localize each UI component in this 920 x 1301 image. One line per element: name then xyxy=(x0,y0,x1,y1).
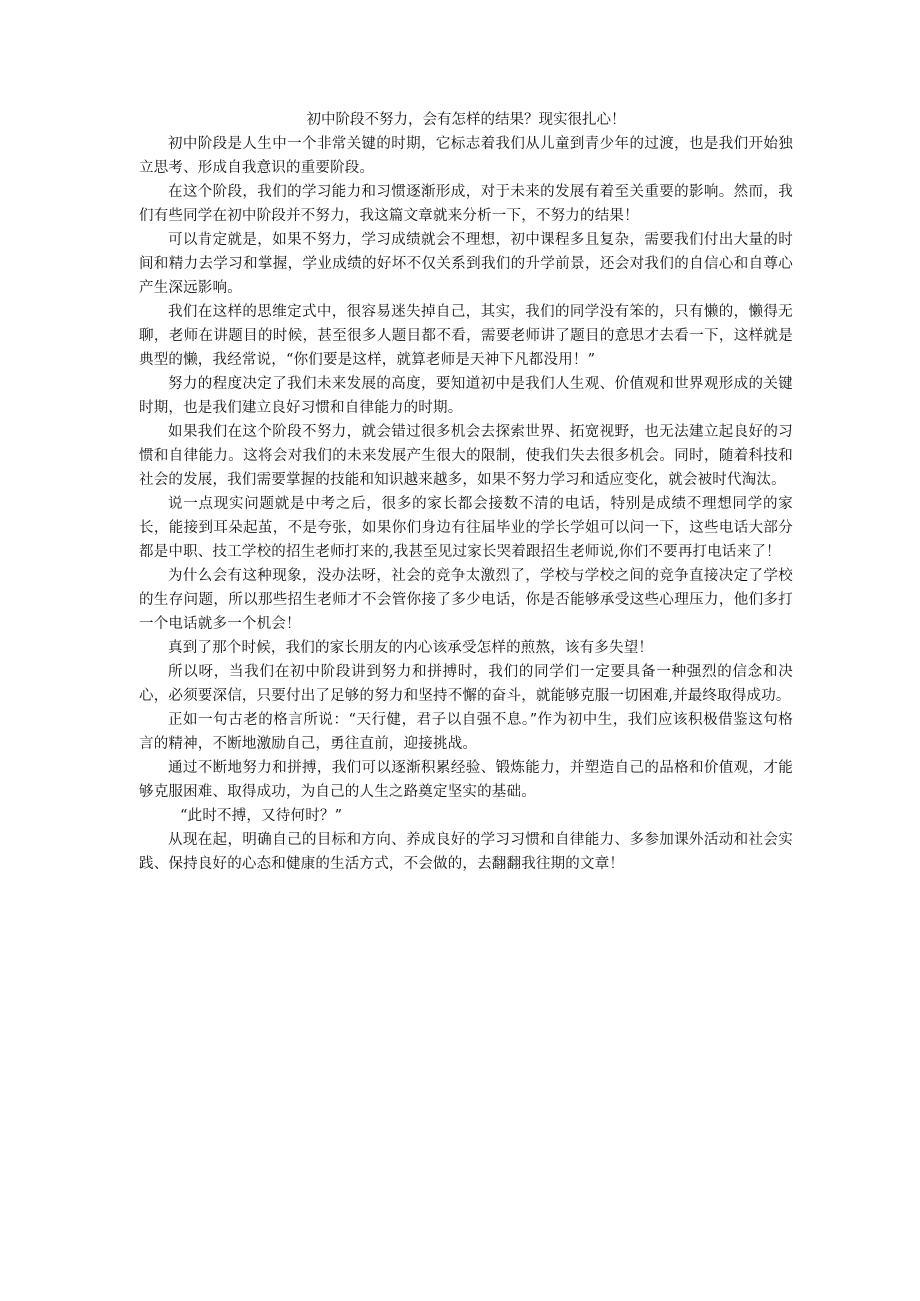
paragraph: 正如一句古老的格言所说：“天行健，君子以自强不息。”作为初中生，我们应该积极借鉴这句格言的精神，不断地激励自己，勇往直前，迎接挑战。 xyxy=(139,712,793,752)
document-title: 初中阶段不努力，会有怎样的结果？现实很扎心！ xyxy=(306,112,626,128)
quote-paragraph: “此时不搏，又待何时？” xyxy=(180,808,343,824)
paragraph: 努力的程度决定了我们未来发展的高度，要知道初中是我们人生观、价值观和世界观形成的关键时期，也是我们建立良好习惯和自律能力的时期。 xyxy=(139,376,793,416)
paragraph: 说一点现实问题就是中考之后，很多的家长都会接数不清的电话，特别是成绩不理想同学的家长，能接到耳朵起茧，不是夸张，如果你们身边有往届毕业的学长学姐可以问一下，这些电话大部分都是中职、技工学校的招生老师打来的,我甚至见过家长哭着跟招生老师说,你们不要再打电话来了！ xyxy=(139,496,793,560)
paragraph: 通过不断地努力和拼搏，我们可以逐渐积累经验、锻炼能力，并塑造自己的品格和价值观，才能够克服困难、取得成功，为自己的人生之路奠定坚实的基础。 xyxy=(139,760,793,800)
paragraph: 真到了那个时候，我们的家长朋友的内心该承受怎样的煎熬，该有多失望！ xyxy=(168,640,654,656)
paragraph: 从现在起，明确自己的目标和方向、养成良好的学习习惯和自律能力、多参加课外活动和社会实践、保持良好的心态和健康的生活方式，不会做的，去翻翻我往期的文章！ xyxy=(139,832,793,872)
document-page xyxy=(139,108,793,876)
paragraph: 在这个阶段，我们的学习能力和习惯逐渐形成，对于未来的发展有着至关重要的影响。然而，我们有些同学在初中阶段并不努力，我这篇文章就来分析一下，不努力的结果！ xyxy=(139,184,793,224)
paragraph: 为什么会有这种现象，没办法呀，社会的竞争太激烈了，学校与学校之间的竞争直接决定了学校的生存问题，所以那些招生老师才不会管你接了多少电话，你是否能够承受这些心理压力，他们多打一个电话就多一个机会！ xyxy=(139,568,793,632)
paragraph: 我们在这样的思维定式中，很容易迷失掉自己，其实，我们的同学没有笨的，只有懒的，懒得无聊，老师在讲题目的时候，甚至很多人题目都不看，需要老师讲了题目的意思才去看一下，这样就是典型的懒，我经常说，“你们要是这样，就算老师是天神下凡都没用！” xyxy=(139,304,793,368)
paragraph: 如果我们在这个阶段不努力，就会错过很多机会去探索世界、拓宽视野，也无法建立起良好的习惯和自律能力。这将会对我们的未来发展产生很大的限制，使我们失去很多机会。同时，随着科技和社会的发展，我们需要掌握的技能和知识越来越多，如果不努力学习和适应变化，就会被时代淘汰。 xyxy=(139,424,793,488)
paragraph: 可以肯定就是，如果不努力，学习成绩就会不理想，初中课程多且复杂，需要我们付出大量的时间和精力去学习和掌握，学业成绩的好坏不仅关系到我们的升学前景，还会对我们的自信心和自尊心产生深远影响。 xyxy=(139,232,793,296)
paragraph: 初中阶段是人生中一个非常关键的时期，它标志着我们从儿童到青少年的过渡，也是我们开始独立思考、形成自我意识的重要阶段。 xyxy=(139,136,793,176)
paragraph: 所以呀，当我们在初中阶段讲到努力和拼搏时，我们的同学们一定要具备一种强烈的信念和决心，必须要深信，只要付出了足够的努力和坚持不懈的奋斗，就能够克服一切困难,并最终取得成功。 xyxy=(139,664,793,704)
